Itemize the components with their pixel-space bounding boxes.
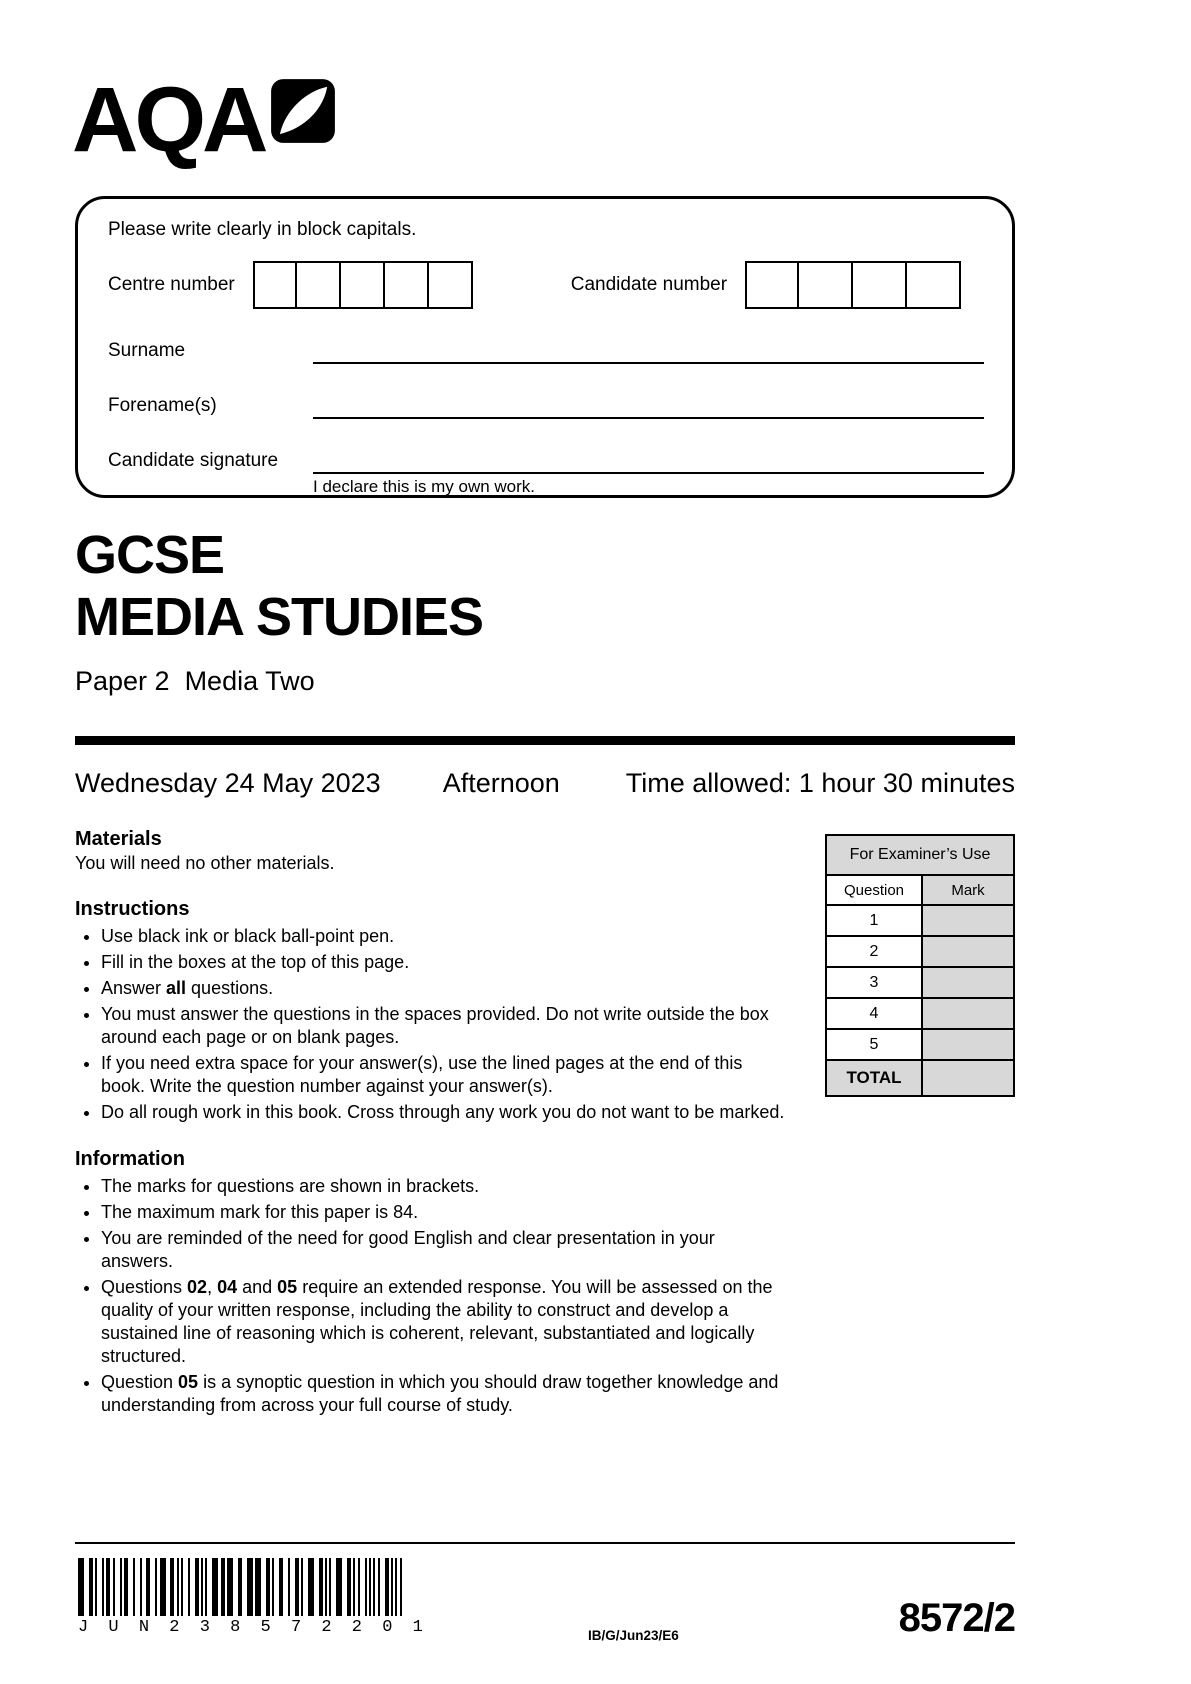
barcode-bar (140, 1558, 142, 1616)
bullet-item: • The maximum mark for this paper is 84. (101, 1201, 790, 1224)
barcode-bar (336, 1558, 342, 1616)
barcode-char: 7 (290, 1618, 302, 1637)
barcode-char: 3 (199, 1618, 210, 1637)
barcode-bar (295, 1558, 299, 1616)
left-column (75, 828, 790, 1417)
total-mark-cell (922, 1060, 1014, 1096)
barcode (78, 1558, 423, 1616)
declaration-text: I declare this is my own work. (313, 477, 536, 496)
candidate-details-box (75, 196, 1015, 498)
mark-cell (922, 936, 1014, 967)
barcode-bar (266, 1558, 270, 1616)
examiner-table-header-row (826, 875, 1014, 905)
examiner-table-row (826, 905, 1014, 936)
bullet-item: • You must answer the questions in the spaces provided. Do not write outside the box around each page or on blank pages. (101, 1003, 790, 1049)
question-column-header: Question (826, 875, 922, 905)
barcode-bar (146, 1558, 150, 1616)
barcode-bar (188, 1558, 190, 1616)
barcode-bar (181, 1558, 183, 1616)
candidate-number-cells (745, 261, 961, 309)
bullet-item: • Do all rough work in this book. Cross through any work you do not want to be marked. (101, 1101, 790, 1124)
examiner-table-title: For Examiner’s Use (826, 835, 1014, 875)
digit-box[interactable] (745, 261, 799, 309)
digit-box[interactable] (907, 261, 961, 309)
barcode-bar (358, 1558, 360, 1616)
information-list (75, 1175, 790, 1417)
bullet-item: • The marks for questions are shown in brackets. (101, 1175, 790, 1198)
barcode-bar (177, 1558, 179, 1616)
barcode-bar (238, 1558, 242, 1616)
question-number-cell: 4 (826, 998, 922, 1029)
barcode-bar (201, 1558, 203, 1616)
mark-cell (922, 967, 1014, 998)
examiner-table-row (826, 1029, 1014, 1060)
barcode-bar (89, 1558, 93, 1616)
barcode-bar (329, 1558, 331, 1616)
centre-number-cells (253, 261, 473, 309)
signature-label: Candidate signature (108, 450, 279, 471)
barcode-bar (325, 1558, 327, 1616)
barcode-bar (113, 1558, 115, 1616)
barcode-bar (301, 1558, 303, 1616)
digit-box[interactable] (297, 261, 341, 309)
mark-cell (922, 905, 1014, 936)
barcode-bar (272, 1558, 274, 1616)
barcode-bar (160, 1558, 166, 1616)
digit-box[interactable] (799, 261, 853, 309)
surname-label: Surname (108, 340, 186, 361)
barcode-bar (353, 1558, 355, 1616)
examiner-table-title-row (826, 835, 1014, 875)
barcode-bar (227, 1558, 233, 1616)
barcode-char: 8 (230, 1618, 241, 1637)
footer-divider (75, 1542, 1015, 1544)
digit-box[interactable] (385, 261, 429, 309)
surname-row (108, 336, 984, 364)
time-allowed: Time allowed: 1 hour 30 minutes (625, 768, 1015, 798)
bullet-item: • You are reminded of the need for good English and clear presentation in your answers. (101, 1227, 790, 1273)
digit-box[interactable] (341, 261, 385, 309)
aqa-leaf-icon (270, 78, 336, 144)
paper-code: 8572/2 (898, 1596, 1015, 1640)
barcode-bar (170, 1558, 174, 1616)
mark-cell (922, 998, 1014, 1029)
examiner-table-row (826, 998, 1014, 1029)
materials-heading: Materials (75, 828, 162, 850)
mark-column-header: Mark (922, 875, 1014, 905)
forenames-label: Forename(s) (108, 395, 217, 416)
centre-number-label: Centre number (108, 274, 235, 295)
barcode-bar (391, 1558, 393, 1616)
signature-input-line[interactable] (313, 446, 984, 474)
barcode-bar (288, 1558, 290, 1616)
barcode-char: 2 (351, 1618, 362, 1637)
block-capitals-instruction: Please write clearly in block capitals. (108, 219, 417, 240)
barcode-bar (347, 1558, 351, 1616)
barcode-bar (373, 1558, 375, 1616)
barcode-bar (365, 1558, 367, 1616)
barcode-bar (221, 1558, 225, 1616)
session-line (75, 768, 1015, 799)
bullet-item: • Use black ink or black ball-point pen. (101, 925, 790, 948)
barcode-char: 2 (169, 1618, 180, 1637)
barcode-char: 0 (382, 1618, 393, 1637)
question-number-cell: 2 (826, 936, 922, 967)
main-body (75, 828, 1015, 1420)
digit-box[interactable] (253, 261, 297, 309)
barcode-char: 1 (412, 1618, 423, 1637)
examiner-table-total-row (826, 1060, 1014, 1096)
examiner-use-table (825, 834, 1015, 1097)
question-number-cell: 5 (826, 1029, 922, 1060)
barcode-bar (385, 1558, 389, 1616)
bullet-item: • Fill in the boxes at the top of this page. (101, 951, 790, 974)
examiner-table-row (826, 967, 1014, 998)
forenames-input-line[interactable] (313, 391, 984, 419)
barcode-char: U (108, 1618, 119, 1637)
barcode-text (78, 1618, 423, 1637)
qualification-title: GCSE (75, 525, 225, 585)
barcode-bar (319, 1558, 323, 1616)
horizontal-rule (75, 736, 1015, 745)
digit-box[interactable] (853, 261, 907, 309)
examiner-table-row (826, 936, 1014, 967)
barcode-char: 5 (260, 1618, 271, 1637)
barcode-bar (279, 1558, 283, 1616)
barcode-bar (247, 1558, 253, 1616)
bullet-item: • If you need extra space for your answer(s), use the lined pages at the end of this book. Write the question number against your answer(s). (101, 1052, 790, 1098)
barcode-bar (308, 1558, 314, 1616)
barcode-bar (155, 1558, 157, 1616)
barcode-char: 2 (321, 1618, 332, 1637)
mark-cell (922, 1029, 1014, 1060)
subject-title: MEDIA STUDIES (75, 587, 484, 647)
question-number-cell: 1 (826, 905, 922, 936)
forenames-row (108, 391, 984, 419)
bullet-item: • Questions 02, 04 and 05 require an extended response. You will be assessed on the quality of your written response, including the ability to construct and develop a sustained line of reasoning which is coherent, relevant, substantiated and logically structured. (101, 1276, 790, 1368)
barcode-bar (395, 1558, 397, 1616)
barcode-bar (369, 1558, 371, 1616)
information-heading: Information (75, 1148, 185, 1170)
barcode-bar (102, 1558, 104, 1616)
number-boxes-row (108, 261, 984, 309)
barcode-bar (133, 1558, 135, 1616)
examiner-table-rows (826, 905, 1014, 1060)
surname-input-line[interactable] (313, 336, 984, 364)
paper-subtitle: Paper 2 Media Two (75, 666, 315, 696)
aqa-logo-text: AQA (72, 69, 265, 171)
candidate-number-label: Candidate number (570, 274, 728, 295)
title-block (75, 524, 483, 697)
barcode-bar (124, 1558, 128, 1616)
barcode-bar (195, 1558, 199, 1616)
barcode-char: N (138, 1618, 150, 1637)
barcode-char: J (78, 1618, 89, 1637)
total-label-cell: TOTAL (826, 1060, 922, 1096)
barcode-bar (95, 1558, 97, 1616)
barcode-bar (78, 1558, 84, 1616)
barcode-bar (205, 1558, 207, 1616)
aqa-logo (72, 69, 336, 171)
instructions-list (75, 925, 790, 1124)
signature-row (108, 446, 984, 474)
barcode-bar (255, 1558, 261, 1616)
question-number-cell: 3 (826, 967, 922, 998)
barcode-bar (378, 1558, 380, 1616)
barcode-bar (106, 1558, 110, 1616)
materials-body: You will need no other materials. (75, 853, 335, 873)
instructions-heading: Instructions (75, 898, 190, 920)
bullet-item: • Answer all questions. (101, 977, 790, 1000)
digit-box[interactable] (429, 261, 473, 309)
paper-reference: IB/G/Jun23/E6 (588, 1628, 679, 1643)
barcode-bar (400, 1558, 402, 1616)
barcode-bar (120, 1558, 122, 1616)
barcode-bar (212, 1558, 218, 1616)
bullet-item: • Question 05 is a synoptic question in which you should draw together knowledge and understanding from across your full course of study. (101, 1371, 790, 1417)
exam-date: Wednesday 24 May 2023 (75, 768, 381, 798)
exam-session: Afternoon (442, 768, 560, 798)
